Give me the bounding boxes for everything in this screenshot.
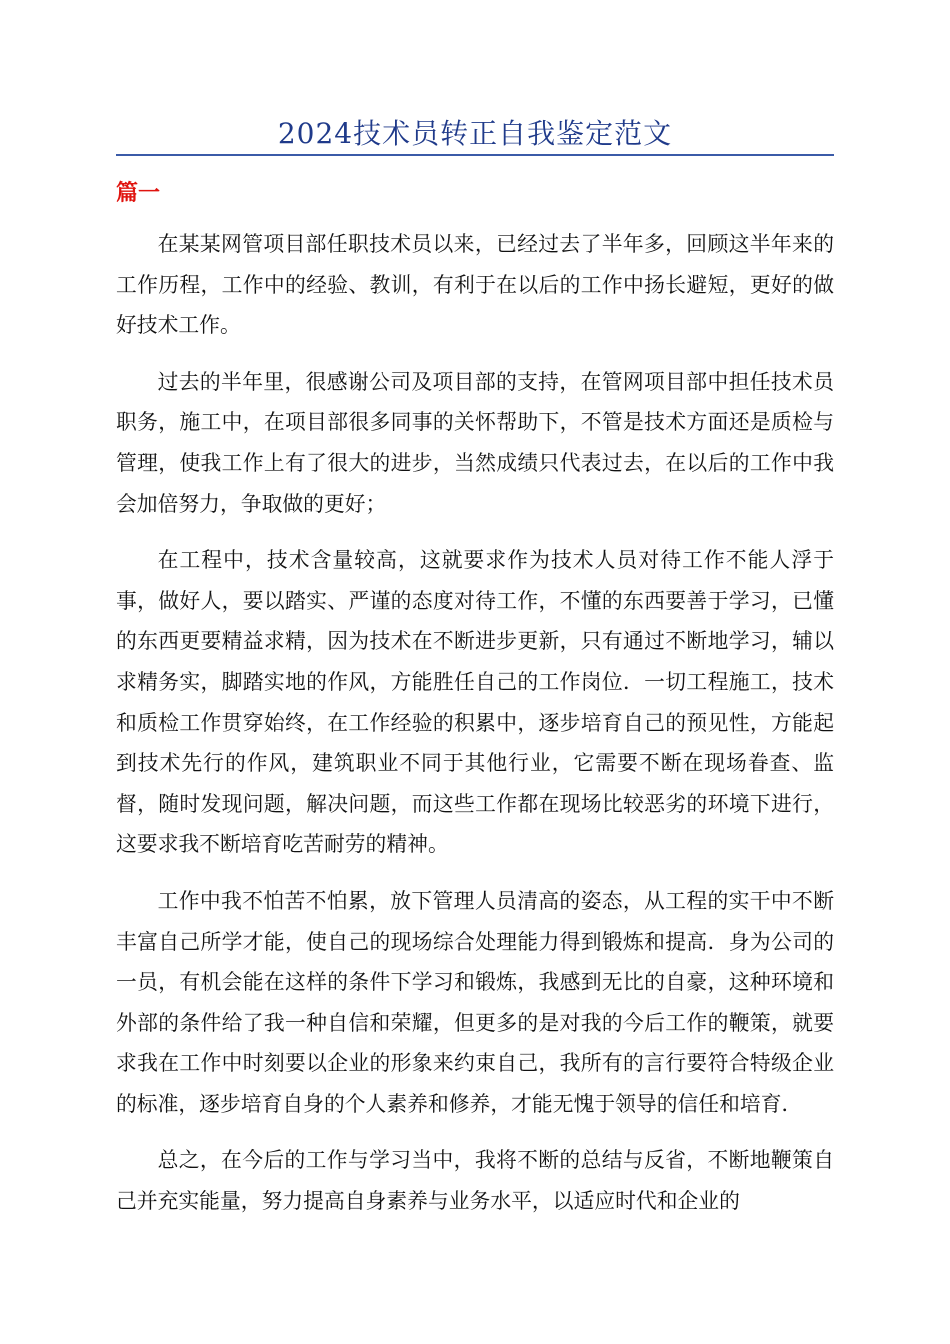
document-title: 2024技术员转正自我鉴定范文	[277, 117, 673, 150]
section-heading: 篇一	[116, 181, 161, 206]
title-underline	[116, 154, 834, 156]
body-paragraph: 总之，在今后的工作与学习当中，我将不断的总结与反省，不断地鞭策自己并充实能量，努力提高自身素养与业务水平，以适应时代和企业的	[116, 1148, 834, 1214]
body-paragraph: 在工程中，技术含量较高，这就要求作为技术人员对待工作不能人浮于事，做好人，要以踏实、严谨的态度对待工作，不懂的东西要善于学习，已懂的东西更要精益求精，因为技术在不断进步更新，只有通过不断地学习，辅以求精务实，脚踏实地的作风，方能胜任自己的工作岗位．一切工程施工，技术和质检工作贯穿始终，在工作经验的积累中，逐步培育自己的预见性，方能起到技术先行的作风，建筑职业不同于其他行业，它需要不断在现场眷查、监督，随时发现问题，解决问题，而这些工作都在现场比较恶劣的环境下进行，这要求我不断培育吃苦耐劳的精神。	[116, 548, 834, 857]
body-paragraph: 在某某网管项目部任职技术员以来，已经过去了半年多，回顾这半年来的工作历程，工作中的经验、教训，有利于在以后的工作中扬长避短，更好的做好技术工作。	[116, 232, 834, 338]
body-paragraph: 工作中我不怕苦不怕累，放下管理人员清高的姿态，从工程的实干中不断丰富自己所学才能，使自己的现场综合处理能力得到锻炼和提高．身为公司的一员，有机会能在这样的条件下学习和锻炼，我感到无比的自豪，这种环境和外部的条件给了我一种自信和荣耀，但更多的是对我的今后工作的鞭策，就要求我在工作中时刻要以企业的形象来约束自己，我所有的言行要符合特级企业的标准，逐步培育自身的个人素养和修养，才能无愧于领导的信任和培育．	[116, 888, 834, 1116]
document-body	[116, 224, 834, 1238]
body-paragraph: 过去的半年里，很感谢公司及项目部的支持，在管网项目部中担任技术员职务，施工中，在项目部很多同事的关怀帮助下，不管是技术方面还是质检与管理，使我工作上有了很大的进步，当然成绩只代表过去，在以后的工作中我会加倍努力，争取做的更好；	[116, 369, 834, 516]
